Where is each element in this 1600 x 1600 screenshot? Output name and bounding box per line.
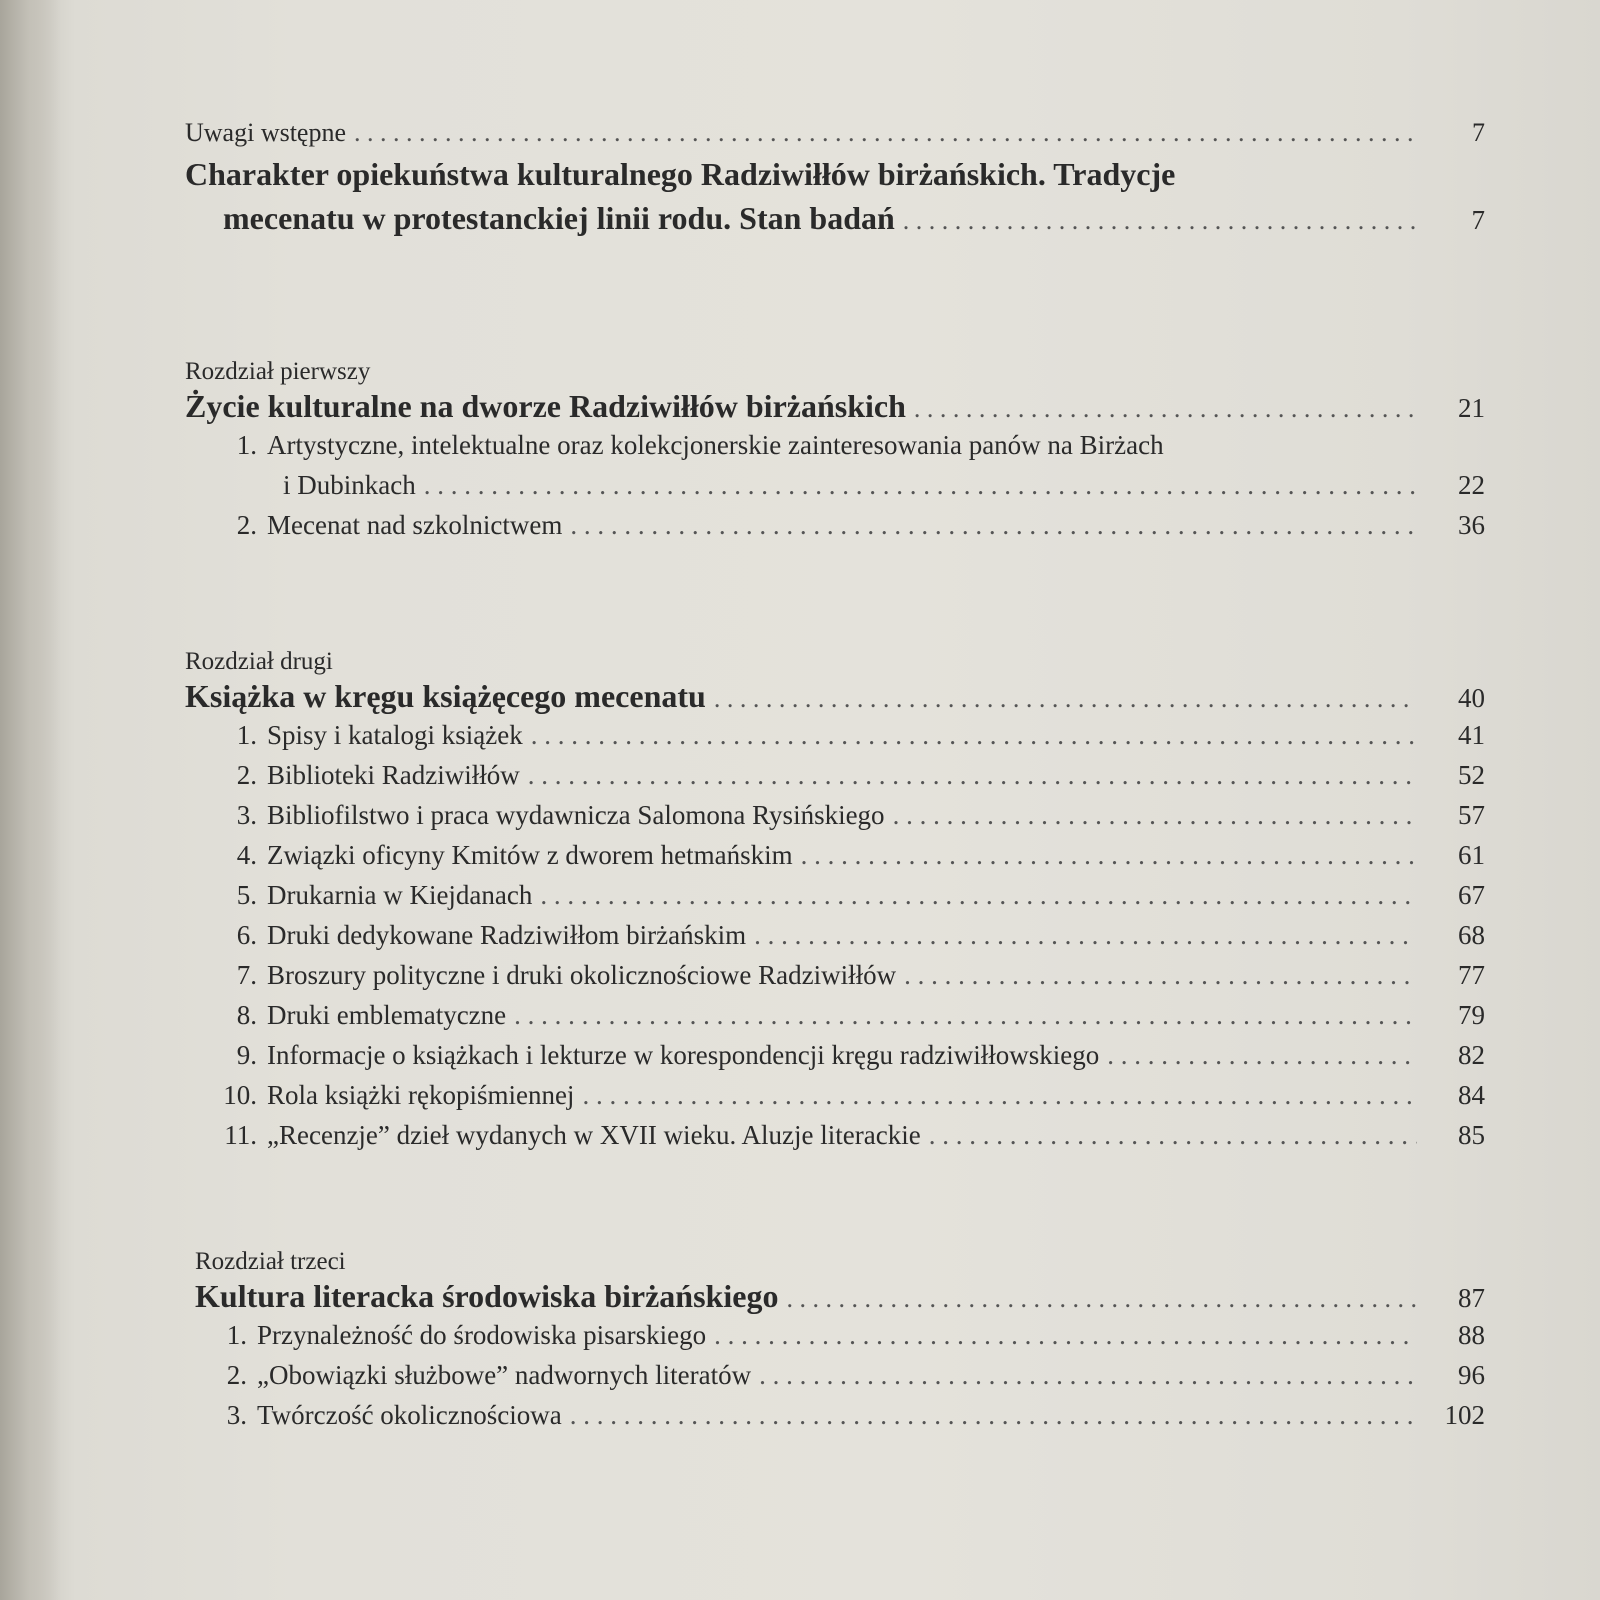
section-number: 3.	[226, 1400, 247, 1430]
toc-page-number: 40	[1458, 683, 1485, 713]
section-entry	[185, 1115, 1485, 1155]
dot-leader	[714, 1315, 1417, 1355]
chapter-title-entry	[185, 678, 1485, 715]
toc-page-number: 77	[1458, 960, 1485, 990]
toc-page-number: 52	[1458, 760, 1485, 790]
toc-page-number: 22	[1458, 470, 1485, 500]
toc-page-number: 21	[1458, 393, 1485, 423]
section-entry-continued	[185, 465, 1485, 505]
table-of-contents	[185, 118, 1485, 1435]
dot-leader	[914, 394, 1417, 424]
toc-page-number: 87	[1458, 1283, 1485, 1313]
section-number: 7.	[236, 960, 257, 990]
dot-leader	[786, 1284, 1417, 1314]
section-title	[205, 995, 506, 1035]
intro-block	[185, 118, 1485, 358]
section-title-text: Spisy i katalogi książek	[267, 720, 523, 750]
dot-leader	[570, 505, 1417, 545]
section-list	[185, 1315, 1485, 1435]
section-title-text: Druki emblematyczne	[267, 1000, 507, 1030]
section-title: i Dubinkach	[283, 470, 416, 500]
section-entry	[185, 1035, 1485, 1075]
dot-leader	[354, 118, 1417, 148]
chapter-label: Rozdział pierwszy	[185, 358, 371, 385]
section-title	[205, 755, 520, 795]
toc-page-number: 68	[1458, 920, 1485, 950]
section-title	[205, 955, 896, 995]
section-title-text: Informacje o książkach i lekturze w korespondencji kręgu radziwiłłowskiego	[267, 1040, 1100, 1070]
toc-entry-title: mecenatu w protestanckiej linii rodu. Stan badań	[223, 200, 895, 236]
toc-entry-intro	[185, 118, 1485, 148]
dot-leader	[540, 875, 1417, 915]
section-title-text: Mecenat nad szkolnictwem	[267, 510, 563, 540]
chapter-3-block	[185, 1248, 1485, 1435]
section-title	[195, 1395, 562, 1435]
section-title	[205, 1115, 921, 1155]
dot-leader	[904, 955, 1417, 995]
section-number: 2.	[236, 510, 257, 540]
section-entry	[185, 1075, 1485, 1115]
section-title	[205, 795, 885, 835]
section-number: 1.	[226, 1320, 247, 1350]
dot-leader	[903, 199, 1417, 243]
toc-page-number: 85	[1458, 1120, 1485, 1150]
section-entry	[185, 1355, 1485, 1395]
section-title	[195, 1315, 706, 1355]
toc-page-number: 61	[1458, 840, 1485, 870]
chapter-label: Rozdział trzeci	[195, 1248, 346, 1275]
section-title-text: Związki oficyny Kmitów z dworem hetmańskim	[267, 840, 793, 870]
section-title-text: Broszury polityczne i druki okolicznościowe Radziwiłłów	[267, 960, 897, 990]
dot-leader	[759, 1355, 1417, 1395]
dot-leader	[714, 684, 1417, 714]
section-title	[205, 915, 746, 955]
toc-page-number: 67	[1458, 880, 1485, 910]
toc-page-number: 88	[1458, 1320, 1485, 1350]
toc-page-number: 57	[1458, 800, 1485, 830]
toc-page-number: 7	[1472, 118, 1485, 147]
toc-page-number: 84	[1458, 1080, 1485, 1110]
section-entry	[185, 875, 1485, 915]
section-title	[205, 835, 793, 875]
section-entry	[185, 425, 1485, 465]
section-number: 2.	[226, 1360, 247, 1390]
section-title	[205, 1075, 574, 1115]
section-entry	[185, 1315, 1485, 1355]
section-number: 6.	[236, 920, 257, 950]
section-entry	[185, 915, 1485, 955]
dot-leader	[424, 465, 1417, 505]
section-entry	[185, 995, 1485, 1035]
section-title-text: „Obowiązki służbowe” nadwornych literatów	[257, 1360, 752, 1390]
dot-leader	[754, 915, 1417, 955]
toc-page-number: 7	[1471, 205, 1485, 235]
section-number: 4.	[236, 840, 257, 870]
toc-page-number: 96	[1458, 1360, 1485, 1390]
book-gutter-shadow	[0, 0, 60, 1600]
section-list	[185, 715, 1485, 1155]
section-title-text: Biblioteki Radziwiłłów	[267, 760, 520, 790]
chapter-title-entry	[185, 1278, 1485, 1315]
section-number: 3.	[236, 800, 257, 830]
section-title	[205, 505, 562, 545]
section-title	[195, 1355, 751, 1395]
dot-leader	[570, 1395, 1417, 1435]
chapter-title: Kultura literacka środowiska birżańskiego	[195, 1278, 779, 1314]
toc-entry-title-line-last	[185, 196, 1485, 243]
section-entry	[185, 505, 1485, 545]
toc-entry-title-line: Charakter opiekuństwa kulturalnego Radziwiłłów birżańskich. Tradycje	[185, 156, 1176, 192]
section-title-text: Bibliofilstwo i praca wydawnicza Salomona Rysińskiego	[267, 800, 885, 830]
section-number: 9.	[236, 1040, 257, 1070]
section-entry	[185, 835, 1485, 875]
section-title-text: Twórczość okolicznościowa	[257, 1400, 562, 1430]
section-number: 1.	[236, 430, 257, 460]
dot-leader	[582, 1075, 1417, 1115]
chapter-2-block	[185, 648, 1485, 1248]
section-entry	[185, 955, 1485, 995]
toc-entry-intro-title	[185, 152, 1485, 243]
section-number: 8.	[236, 1000, 257, 1030]
chapter-title: Książka w kręgu książęcego mecenatu	[185, 678, 706, 714]
section-number: 11.	[224, 1120, 257, 1150]
dot-leader	[531, 715, 1417, 755]
section-number: 10.	[223, 1080, 257, 1110]
section-title-line: Artystyczne, intelektualne oraz kolekcjonerskie zainteresowania panów na Birżach	[267, 430, 1164, 460]
toc-page-number: 36	[1458, 510, 1485, 540]
toc-page-number: 102	[1444, 1400, 1485, 1430]
chapter-1-block	[185, 358, 1485, 648]
section-number: 5.	[236, 880, 257, 910]
section-entry	[185, 715, 1485, 755]
toc-page-number: 79	[1458, 1000, 1485, 1030]
toc-page-number: 82	[1458, 1040, 1485, 1070]
section-number: 2.	[236, 760, 257, 790]
section-number: 1.	[236, 720, 257, 750]
section-title	[205, 1035, 1099, 1075]
section-title-text: Drukarnia w Kiejdanach	[267, 880, 533, 910]
section-title-text: Przynależność do środowiska pisarskiego	[257, 1320, 707, 1350]
section-title-text: Rola książki rękopiśmiennej	[267, 1080, 575, 1110]
dot-leader	[1107, 1035, 1417, 1075]
dot-leader	[528, 755, 1417, 795]
toc-page-number: 41	[1458, 720, 1485, 750]
dot-leader	[893, 795, 1417, 835]
chapter-title: Życie kulturalne na dworze Radziwiłłów birżańskich	[185, 388, 906, 424]
section-entry	[185, 1395, 1485, 1435]
chapter-title-entry	[185, 388, 1485, 425]
section-title-text: „Recenzje” dzieł wydanych w XVII wieku. Aluzje literackie	[267, 1120, 921, 1150]
dot-leader	[929, 1115, 1417, 1155]
dot-leader	[514, 995, 1417, 1035]
chapter-label: Rozdział drugi	[185, 648, 333, 675]
toc-entry-title: Uwagi wstępne	[185, 118, 347, 147]
section-entry	[185, 755, 1485, 795]
section-title	[205, 715, 523, 755]
section-entry	[185, 795, 1485, 835]
dot-leader	[801, 835, 1417, 875]
section-title-text: Druki dedykowane Radziwiłłom birżańskim	[267, 920, 747, 950]
section-title	[205, 875, 532, 915]
